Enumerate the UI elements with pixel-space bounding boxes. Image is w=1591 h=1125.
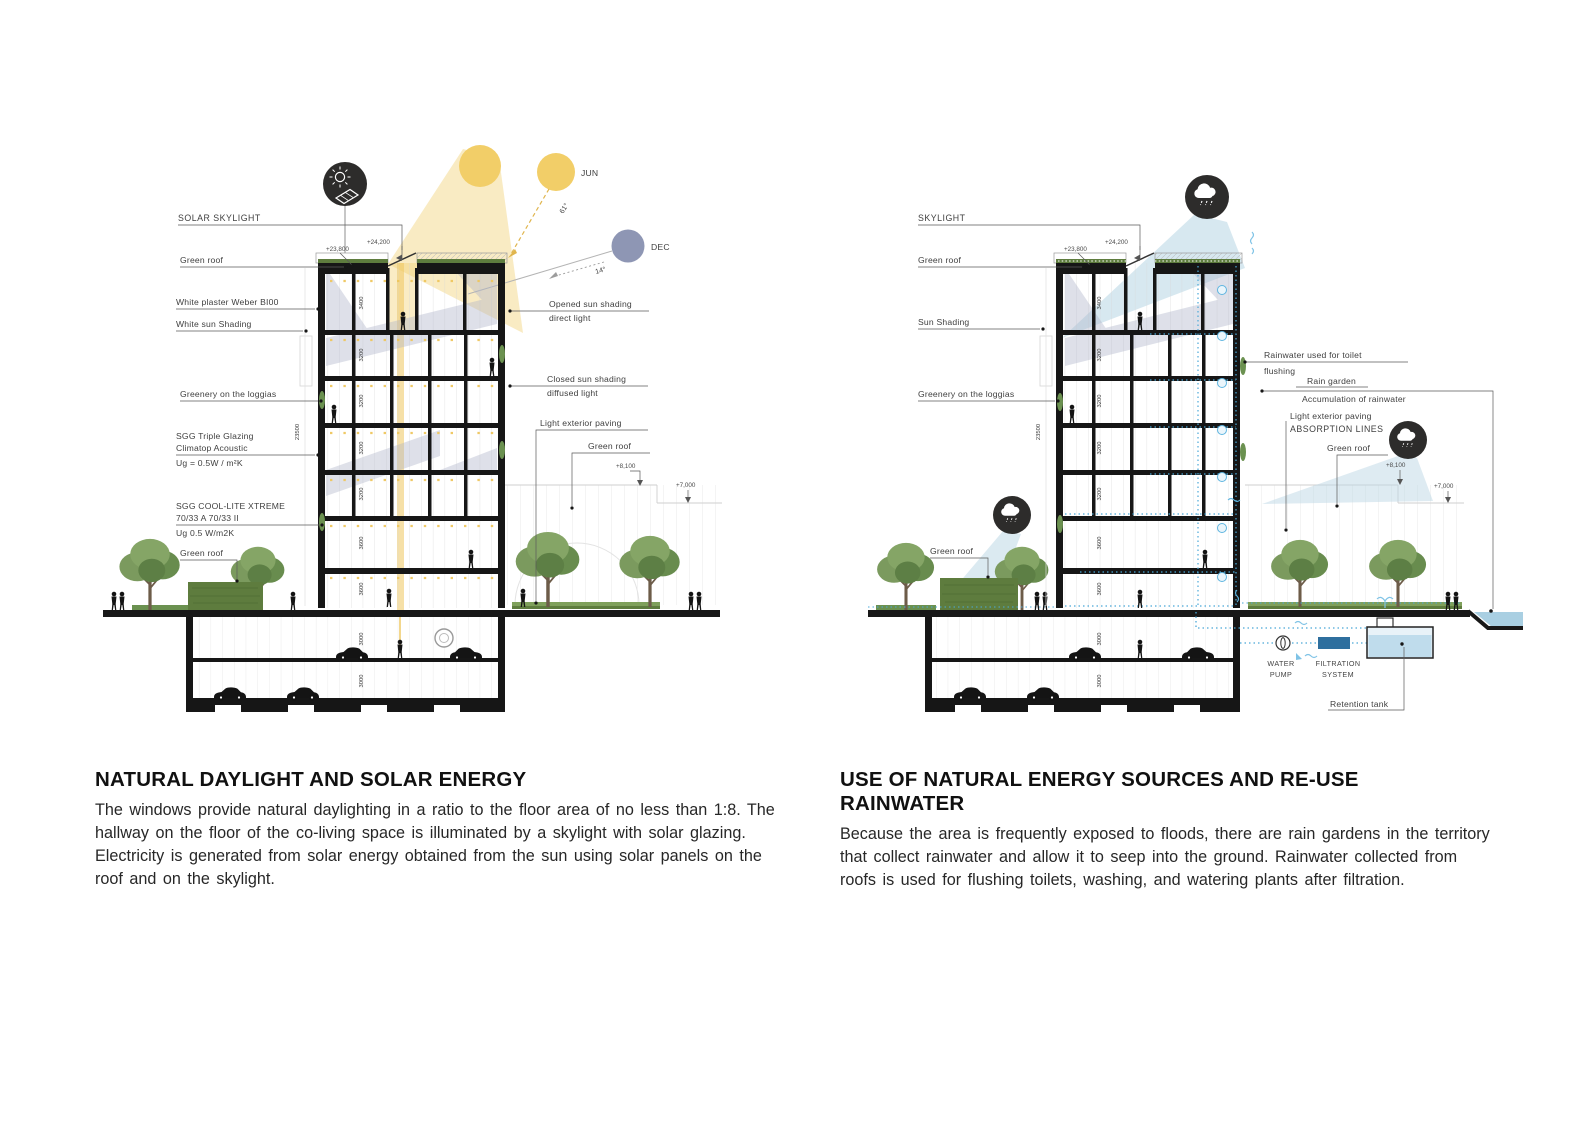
green-roof-right-label: Green roof [588, 441, 632, 451]
green-roof-right-label: Green roof [1327, 443, 1371, 453]
left-caption [95, 768, 780, 891]
right-section-diagram [845, 130, 1530, 742]
total-height-dim: 23500 [1036, 423, 1042, 441]
skylight-label: SKYLIGHT [918, 213, 966, 223]
right-heading: USE OF NATURAL ENERGY SOURCES AND RE-USE RAINWATER [840, 768, 1359, 816]
machine-icon [435, 629, 453, 647]
closed-shading-label: Closed sun shading [547, 374, 627, 384]
level-roof: +23,800 [326, 246, 349, 253]
floor-dim: 3200 [359, 487, 365, 501]
left-body-text: The windows provide natural daylighting in a ratio to the floor area of no less than 1:8. The hallway on the floor of the co-living space is illuminated by a skylight with solar glazing. Electricity is generated from solar energy obtained from the sun using solar panels on the roof and on the skylight. [95, 801, 775, 889]
left-heading: NATURAL DAYLIGHT AND SOLAR ENERGY [95, 768, 527, 791]
level-roof: +23,800 [1064, 246, 1087, 253]
floor-dim: 3200 [359, 394, 365, 408]
floor-dim: 3200 [1097, 348, 1103, 362]
level-street: +7,000 [676, 482, 696, 489]
jun-angle-label: 61° [558, 202, 571, 216]
filtration-label: SYSTEM [1322, 670, 1354, 679]
level-street: +7,000 [1434, 483, 1454, 490]
accumulation-label: Accumulation of rainwater [1302, 394, 1406, 404]
glazing-cool-label: SGG COOL-LITE XTREME [176, 501, 286, 511]
glazing-triple-label: Ug = 0.5W / m²K [176, 458, 243, 468]
rain-beam-garden [1262, 456, 1433, 504]
rain-cloud-icon [993, 496, 1031, 534]
floor-dim: 3000 [1097, 674, 1103, 688]
rainwater-toilet-label: flushing [1264, 366, 1296, 376]
jun-label: JUN [581, 168, 599, 178]
white-plaster-label: White plaster Weber BI00 [176, 297, 279, 307]
dec-angle-label: 14° [594, 266, 607, 276]
floor-dim: 3400 [1097, 296, 1103, 310]
glazing-triple-label: SGG Triple Glazing [176, 431, 254, 441]
level-skylight: +24,200 [1105, 239, 1128, 246]
rain-cloud-icon [1389, 421, 1427, 459]
green-roof-label: Green roof [180, 255, 224, 265]
floor-dim: 3200 [359, 441, 365, 455]
floor-dim: 3000 [359, 632, 365, 646]
tree [119, 539, 179, 610]
water-pump-label: PUMP [1269, 670, 1293, 679]
building-section-left [300, 253, 507, 608]
building-section-right [1040, 253, 1246, 608]
green-roof-hedge-label: Green roof [930, 546, 974, 556]
floor-dim: 3600 [359, 582, 365, 596]
left-section-diagram [80, 130, 760, 742]
solar-skylight-label: SOLAR SKYLIGHT [178, 213, 261, 223]
ground-and-basement-left [103, 610, 720, 712]
total-height-dim: 23500 [295, 423, 301, 441]
tree [877, 543, 934, 610]
opened-shading-label: direct light [549, 313, 591, 323]
retention-tank-label: Retention tank [1330, 699, 1389, 709]
water-pump-label: WATER [1267, 659, 1295, 668]
rainwater-toilet-label: Rainwater used for toilet [1264, 350, 1362, 360]
floor-dim: 3200 [359, 348, 365, 362]
glazing-cool-label: Ug 0.5 W/m2K [176, 528, 235, 538]
level-skylight: +24,200 [367, 239, 390, 246]
floor-dim: 3200 [1097, 394, 1103, 408]
light-paving-label: Light exterior paving [540, 418, 622, 428]
filtration-label: FILTRATION [1315, 659, 1361, 668]
floor-dim: 3600 [1097, 582, 1103, 596]
floor-dim: 3200 [1097, 441, 1103, 455]
right-body-text: Because the area is frequently exposed to floods, there are rain gardens in the territory that collect rainwater and allow it to seep into the ground. Rainwater collected from roofs is used for flushing toilets, washing, and watering plants after filtration. [840, 825, 1490, 890]
floor-dim: 3000 [359, 674, 365, 688]
green-roof-hedge-label: Green roof [180, 548, 224, 558]
white-sun-shading-label: White sun Shading [176, 319, 252, 329]
greenery-loggias-label: Greenery on the loggias [918, 389, 1015, 399]
glazing-cool-label: 70/33 A 70/33 II [176, 513, 239, 523]
closed-shading-label: diffused light [547, 388, 598, 398]
right-caption [840, 768, 1495, 892]
filtration-system-box [1318, 637, 1350, 649]
absorption-lines-label: ABSORPTION LINES [1290, 424, 1384, 434]
green-roof-label: Green roof [918, 255, 962, 265]
rain-cloud-icon [1185, 175, 1229, 219]
white-sun-shading-device [300, 336, 312, 386]
sun-shading-label: Sun Shading [918, 317, 970, 327]
glazing-triple-label: Climatop Acoustic [176, 443, 248, 453]
level-plaza: +8,100 [616, 463, 636, 470]
floor-dim: 3400 [359, 296, 365, 310]
sun-zenith [459, 145, 501, 187]
floor-dim: 3600 [359, 536, 365, 550]
light-paving-label: Light exterior paving [1290, 411, 1372, 421]
dec-label: DEC [651, 242, 670, 252]
floor-dim: 3000 [1097, 632, 1103, 646]
floor-dim: 3200 [1097, 487, 1103, 501]
floor-dim: 3600 [1097, 536, 1103, 550]
greenery-loggias-label: Greenery on the loggias [180, 389, 277, 399]
level-plaza: +8,100 [1386, 462, 1406, 469]
rain-squiggle [1251, 232, 1254, 254]
opened-shading-label: Opened sun shading [549, 299, 632, 309]
rain-garden-label: Rain garden [1307, 376, 1357, 386]
